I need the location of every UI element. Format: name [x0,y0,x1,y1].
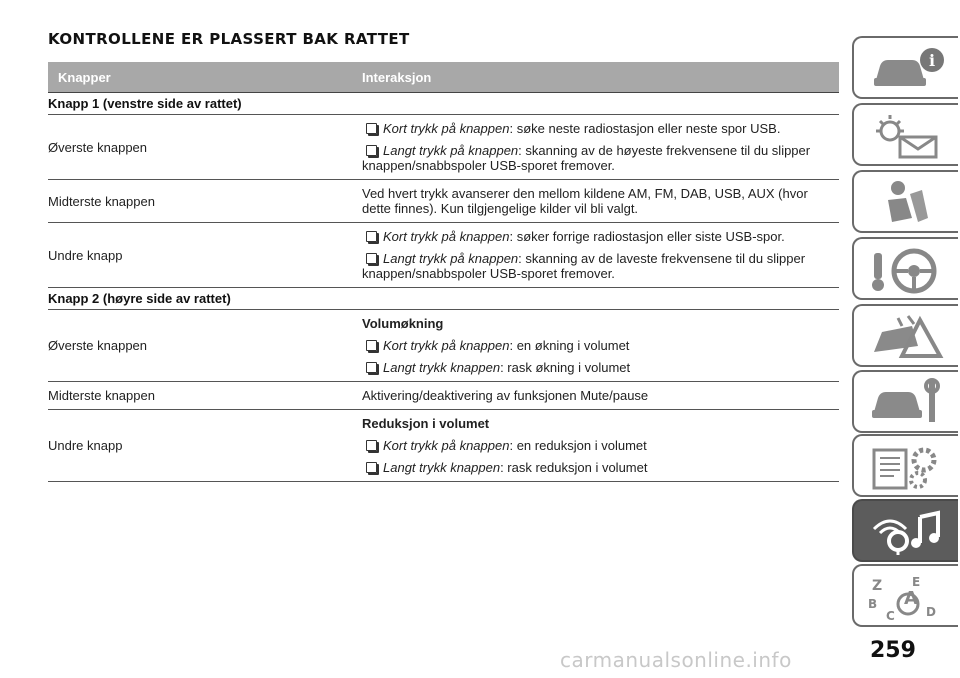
index-icon [868,572,948,622]
checkbox-bullet-icon [366,462,377,473]
svg-text:D: D [926,605,936,619]
interaction-cell [358,310,839,381]
press-type: Langt trykk på knappen [383,251,519,266]
chapter-nav [852,0,960,678]
press-type: Langt trykk på knappen [383,143,519,158]
svg-text:B: B [868,597,878,611]
interaction-cell [358,223,839,287]
page-number: 259 [870,638,916,663]
table-row [48,310,839,382]
table-row [48,410,839,482]
press-description: : en økning i volumet [509,338,630,353]
controls-table [48,62,839,482]
checkbox-bullet-icon [366,340,377,351]
tab-maintenance[interactable] [852,370,958,433]
button-name: Midterste knappen [48,388,155,403]
interaction-text: Ved hvert trykk avanserer den mellom kildene AM, FM, DAB, USB, AUX (hvor dette finnes). Kun tilgjengelige kilder vil bli valgt. [362,186,808,216]
svg-text:Z: Z [872,578,883,594]
press-description: : rask økning i volumet [500,360,631,375]
tab-warning-lights[interactable] [852,103,958,166]
press-type: Langt trykk knappen [383,460,501,475]
interaction-subtitle: Volumøkning [362,316,444,331]
watermark: carmanualsonline.info [560,648,792,672]
checkbox-bullet-icon [366,440,377,451]
press-description: : søke neste radiostasjon eller neste spor USB. [509,121,781,136]
tab-steering[interactable] [852,237,958,300]
interaction-text: Aktivering/deaktivering av funksjonen Mute/pause [362,388,649,403]
header-buttons: Knapper [58,69,111,85]
multimedia-icon [868,507,948,557]
press-type: Kort trykk på knappen [383,338,510,353]
button-name: Øverste knappen [48,139,148,155]
press-description: : rask reduksjon i volumet [500,460,648,475]
maintenance-icon [868,378,948,428]
section-title: Knapp 2 (høyre side av rattet) [48,288,839,310]
checkbox-bullet-icon [366,231,377,242]
interaction-cell [358,410,839,481]
press-description: : skanning av de høyeste frekvensene til du slipper knappen/snabbspoler USB-sporet fremover. [362,143,811,173]
tab-multimedia[interactable] [852,499,958,562]
emergency-icon [868,312,948,362]
table-row [48,180,839,223]
warning-lights-icon [868,111,948,161]
checkbox-bullet-icon [366,145,377,156]
table-row [48,223,839,288]
press-type: Kort trykk på knappen [383,121,510,136]
interaction-cell [358,180,839,222]
svg-text:C: C [886,609,895,622]
press-type: Kort trykk på knappen [383,229,510,244]
car-info-icon [868,44,948,94]
svg-text:A: A [904,588,918,609]
checkbox-bullet-icon [366,362,377,373]
seat-safety-icon [868,178,948,228]
button-name: Øverste knappen [48,338,148,353]
tab-emergency[interactable] [852,304,958,367]
button-name: Undre knapp [48,247,123,263]
press-description: : skanning av de laveste frekvensene til du slipper knappen/snabbspoler USB-sporet fremover. [362,251,806,281]
interaction-subtitle: Reduksjon i volumet [362,416,490,431]
tab-specs[interactable] [852,434,958,497]
table-header [48,62,839,93]
page-title: KONTROLLENE ER PLASSERT BAK RATTET [48,30,410,48]
press-description: : en reduksjon i volumet [509,438,647,453]
tab-safety[interactable] [852,170,958,233]
checkbox-bullet-icon [366,253,377,264]
press-type: Kort trykk på knappen [383,438,510,453]
specs-icon [868,442,948,492]
svg-text:E: E [912,575,921,589]
press-description: : søker forrige radiostasjon eller siste USB-spor. [509,229,785,244]
steering-key-icon [868,245,948,295]
press-type: Langt trykk knappen [383,360,501,375]
interaction-cell [358,382,839,409]
table-row [48,115,839,180]
button-name: Midterste knappen [48,193,155,209]
table-row [48,382,839,410]
checkbox-bullet-icon [366,123,377,134]
tab-car-info[interactable] [852,36,958,99]
svg-text:i: i [929,51,936,70]
header-interaction: Interaksjon [362,69,432,85]
interaction-cell [358,115,839,179]
section-title: Knapp 1 (venstre side av rattet) [48,93,839,115]
tab-index[interactable] [852,564,958,627]
button-name: Undre knapp [48,438,123,453]
